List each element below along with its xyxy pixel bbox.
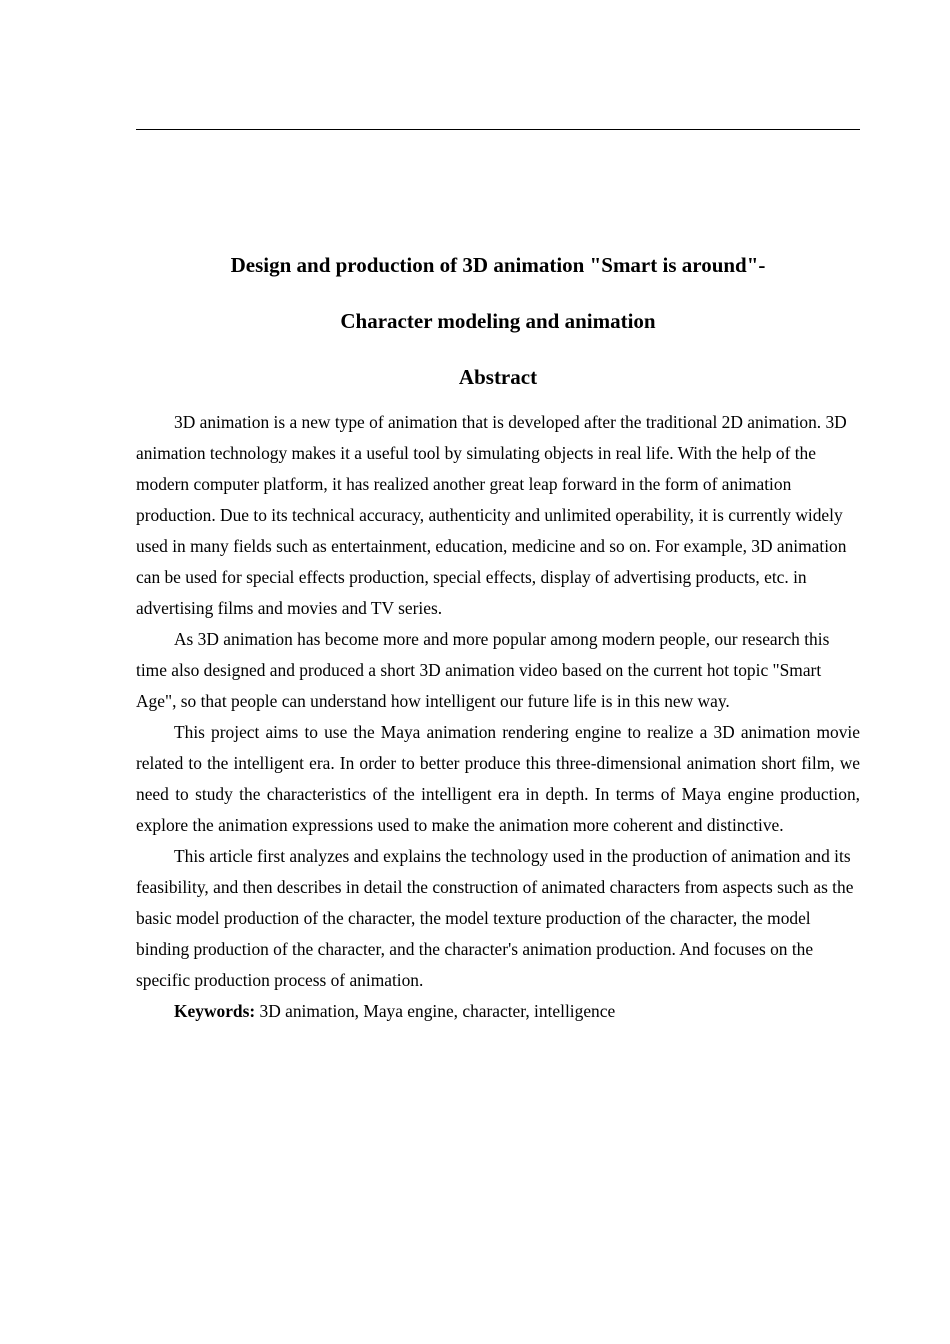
abstract-paragraph-2: As 3D animation has become more and more popular among modern people, our research this time also designed and produced a short 3D animation video based on the current hot topic "Smart Age", so that people can understand how intelligent our future life is in this new way. — [136, 629, 830, 711]
abstract-body — [136, 407, 860, 1027]
keywords-value: 3D animation, Maya engine, character, intelligence — [259, 1001, 616, 1021]
paper-title-line-1: Design and production of 3D animation "Smart is around"- — [230, 253, 766, 277]
abstract-paragraph-1: 3D animation is a new type of animation that is developed after the traditional 2D animation. 3D animation technology makes it a useful tool by simulating objects in real life. With the help of the modern computer platform, it has realized another great leap forward in the form of animation production. Due to its technical accuracy, authenticity and unlimited operability, it is currently widely used in many fields such as entertainment, education, medicine and so on. For example, 3D animation can be used for special effects production, special effects, display of advertising products, etc. in advertising films and movies and TV series. — [136, 412, 847, 618]
header-rule — [136, 129, 860, 130]
abstract-paragraph-3: This project aims to use the Maya animation rendering engine to realize a 3D animation movie related to the intelligent era. In order to better produce this three-dimensional animation short film, we need to study the characteristics of the intelligent era in depth. In terms of Maya engine production, explore the animation expressions used to make the animation more coherent and distinctive. — [136, 722, 860, 835]
abstract-heading: Abstract — [458, 365, 538, 389]
keywords-line — [136, 996, 860, 1027]
abstract-paragraph-4: This article first analyzes and explains the technology used in the production of animation and its feasibility, and then describes in detail the construction of animated characters from aspects such as the basic model production of the character, the model texture production of the character, the model binding production of the character, and the character's animation production. And focuses on the specific production process of animation. — [136, 846, 854, 990]
keywords-label: Keywords: — [174, 1001, 256, 1021]
paper-title-line-2: Character modeling and animation — [340, 309, 656, 333]
